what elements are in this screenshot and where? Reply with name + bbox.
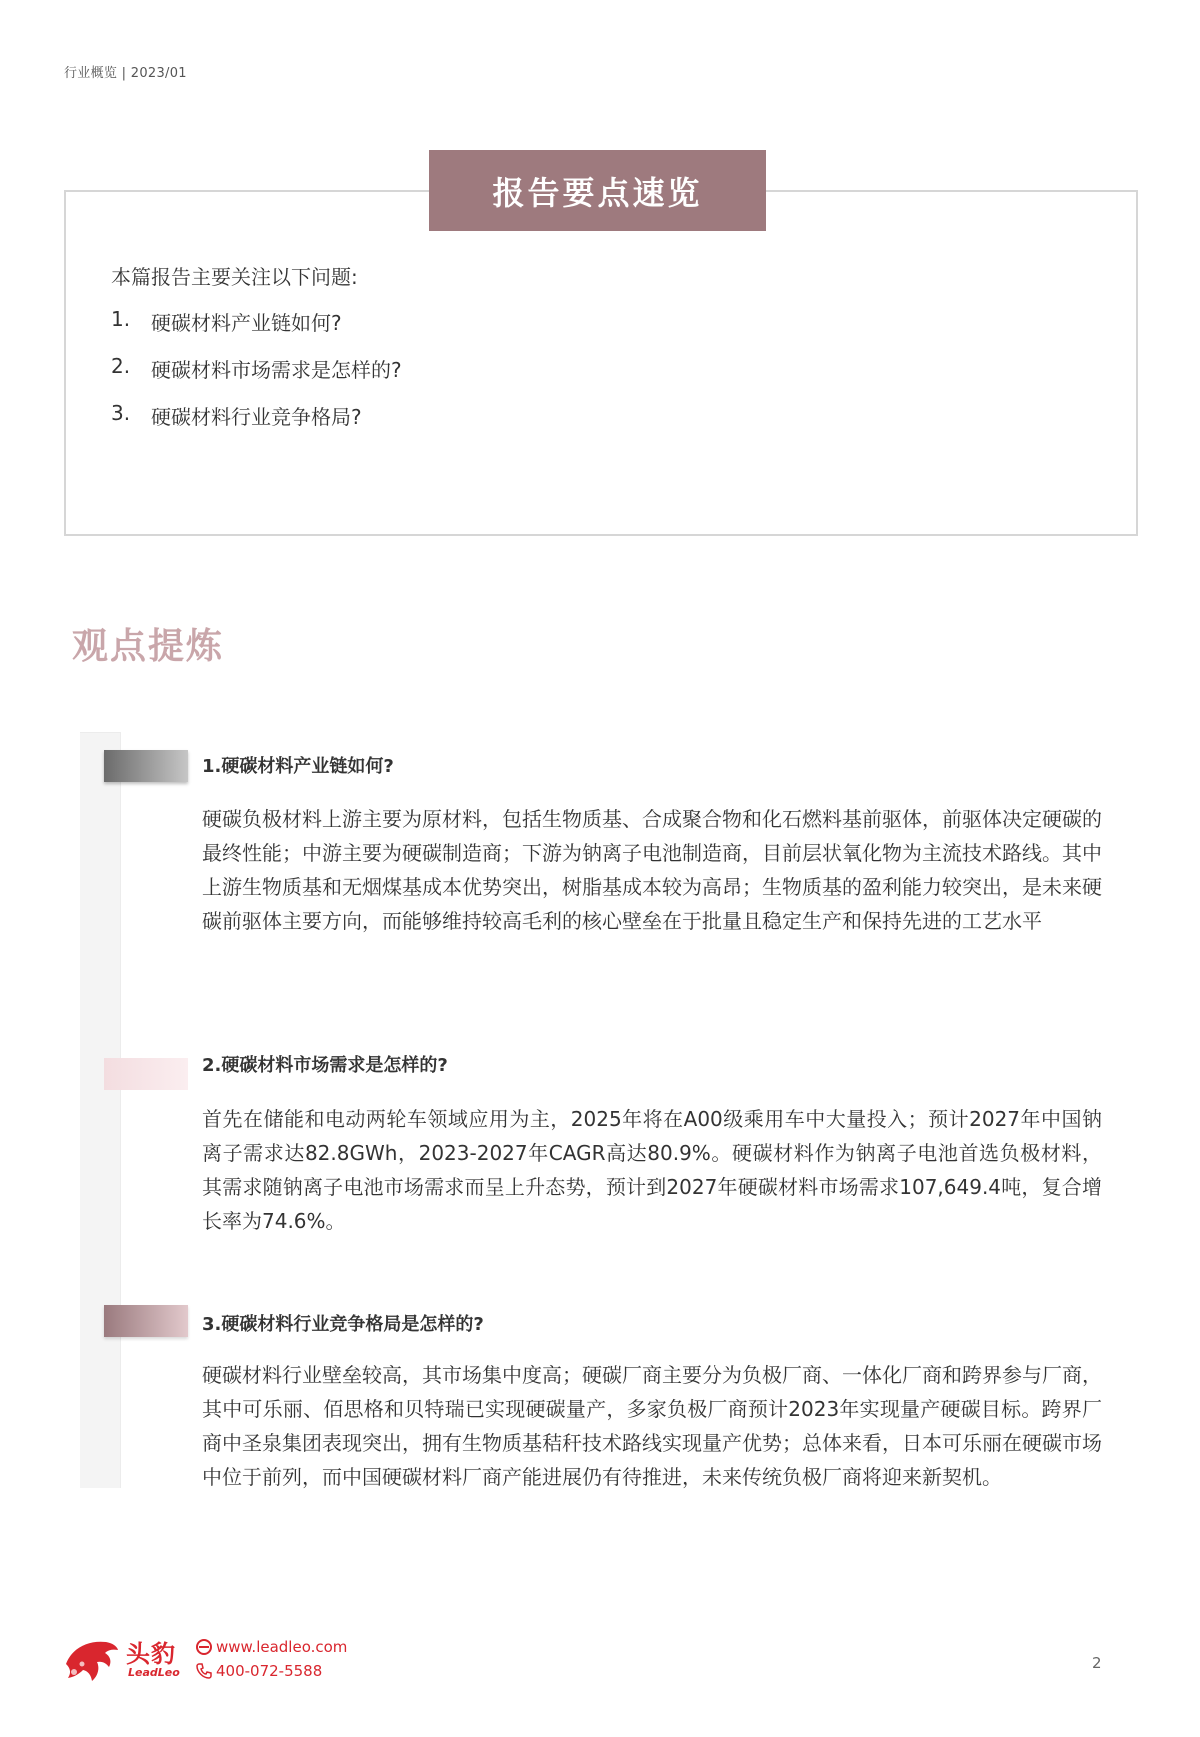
logo-chinese-text: 头豹 <box>126 1640 176 1668</box>
point-marker <box>104 750 188 782</box>
phone-icon <box>194 1661 214 1681</box>
browser-e-icon <box>194 1637 214 1657</box>
summary-question-text: 硬碳材料市场需求是怎样的? <box>151 358 402 382</box>
summary-question-list <box>111 307 402 448</box>
summary-question-item <box>111 401 402 448</box>
summary-question-text: 硬碳材料行业竞争格局? <box>151 405 362 429</box>
summary-question-item <box>111 354 402 401</box>
timeline-bar <box>80 732 121 1488</box>
contact-info <box>194 1635 347 1683</box>
point-title: 3.硬碳材料行业竞争格局是怎样的? <box>202 1314 484 1335</box>
summary-intro: 本篇报告主要关注以下问题: <box>111 265 358 289</box>
summary-question-item <box>111 307 402 354</box>
summary-question-number: 2. <box>111 354 131 378</box>
summary-title: 报告要点速览 <box>429 150 766 231</box>
summary-question-number: 1. <box>111 307 131 331</box>
website-row[interactable] <box>194 1635 347 1659</box>
leopard-logo-icon <box>62 1634 120 1684</box>
point-body: 硬碳材料行业壁垒较高，其市场集中度高；硬碳厂商主要分为负极厂商、一体化厂商和跨界参与厂商，其中可乐丽、佰思格和贝特瑞已实现硬碳量产，多家负极厂商预计2023年实现量产硬碳目标。跨界厂商中圣泉集团表现突出，拥有生物质基秸秆技术路线实现量产优势；总体来看，日本可乐丽在硬碳市场中位于前列，而中国硬碳材料厂商产能进展仍有待推进，未来传统负极厂商将迎来新契机。 <box>202 1363 1102 1489</box>
viewpoints-heading: 观点提炼 <box>72 626 225 667</box>
phone-row <box>194 1659 347 1683</box>
summary-question-number: 3. <box>111 401 131 425</box>
report-header-tag: 行业概览 | 2023/01 <box>64 66 187 81</box>
page-number: 2 <box>1092 1654 1102 1672</box>
website-link[interactable]: www.leadleo.com <box>216 1638 348 1656</box>
point-title: 1.硬碳材料产业链如何? <box>202 756 394 777</box>
point-marker <box>104 1305 188 1337</box>
phone-number: 400-072-5588 <box>216 1662 323 1680</box>
point-body: 硬碳负极材料上游主要为原材料，包括生物质基、合成聚合物和化石燃料基前驱体，前驱体决定硬碳的最终性能；中游主要为硬碳制造商；下游为钠离子电池制造商，目前层状氧化物为主流技术路线。其中上游生物质基和无烟煤基成本优势突出，树脂基成本较为高昂；生物质基的盈利能力较突出，是未来硬碳前驱体主要方向，而能够维持较高毛利的核心壁垒在于批量且稳定生产和保持先进的工艺水平 <box>202 807 1102 933</box>
point-title: 2.硬碳材料市场需求是怎样的? <box>202 1055 448 1076</box>
summary-question-text: 硬碳材料产业链如何? <box>151 311 342 335</box>
logo-english-text: LeadLeo <box>128 1666 180 1679</box>
point-body: 首先在储能和电动两轮车领域应用为主，2025年将在A00级乘用车中大量投入；预计2027年中国钠离子需求达82.8GWh，2023-2027年CAGR高达80.9%。硬碳材料作为钠离子电池首选负极材料，其需求随钠离子电池市场需求而呈上升态势，预计到2027年硬碳材料市场需求107,649.4吨，复合增长率为74.6%。 <box>202 1107 1102 1233</box>
point-marker <box>104 1058 188 1090</box>
